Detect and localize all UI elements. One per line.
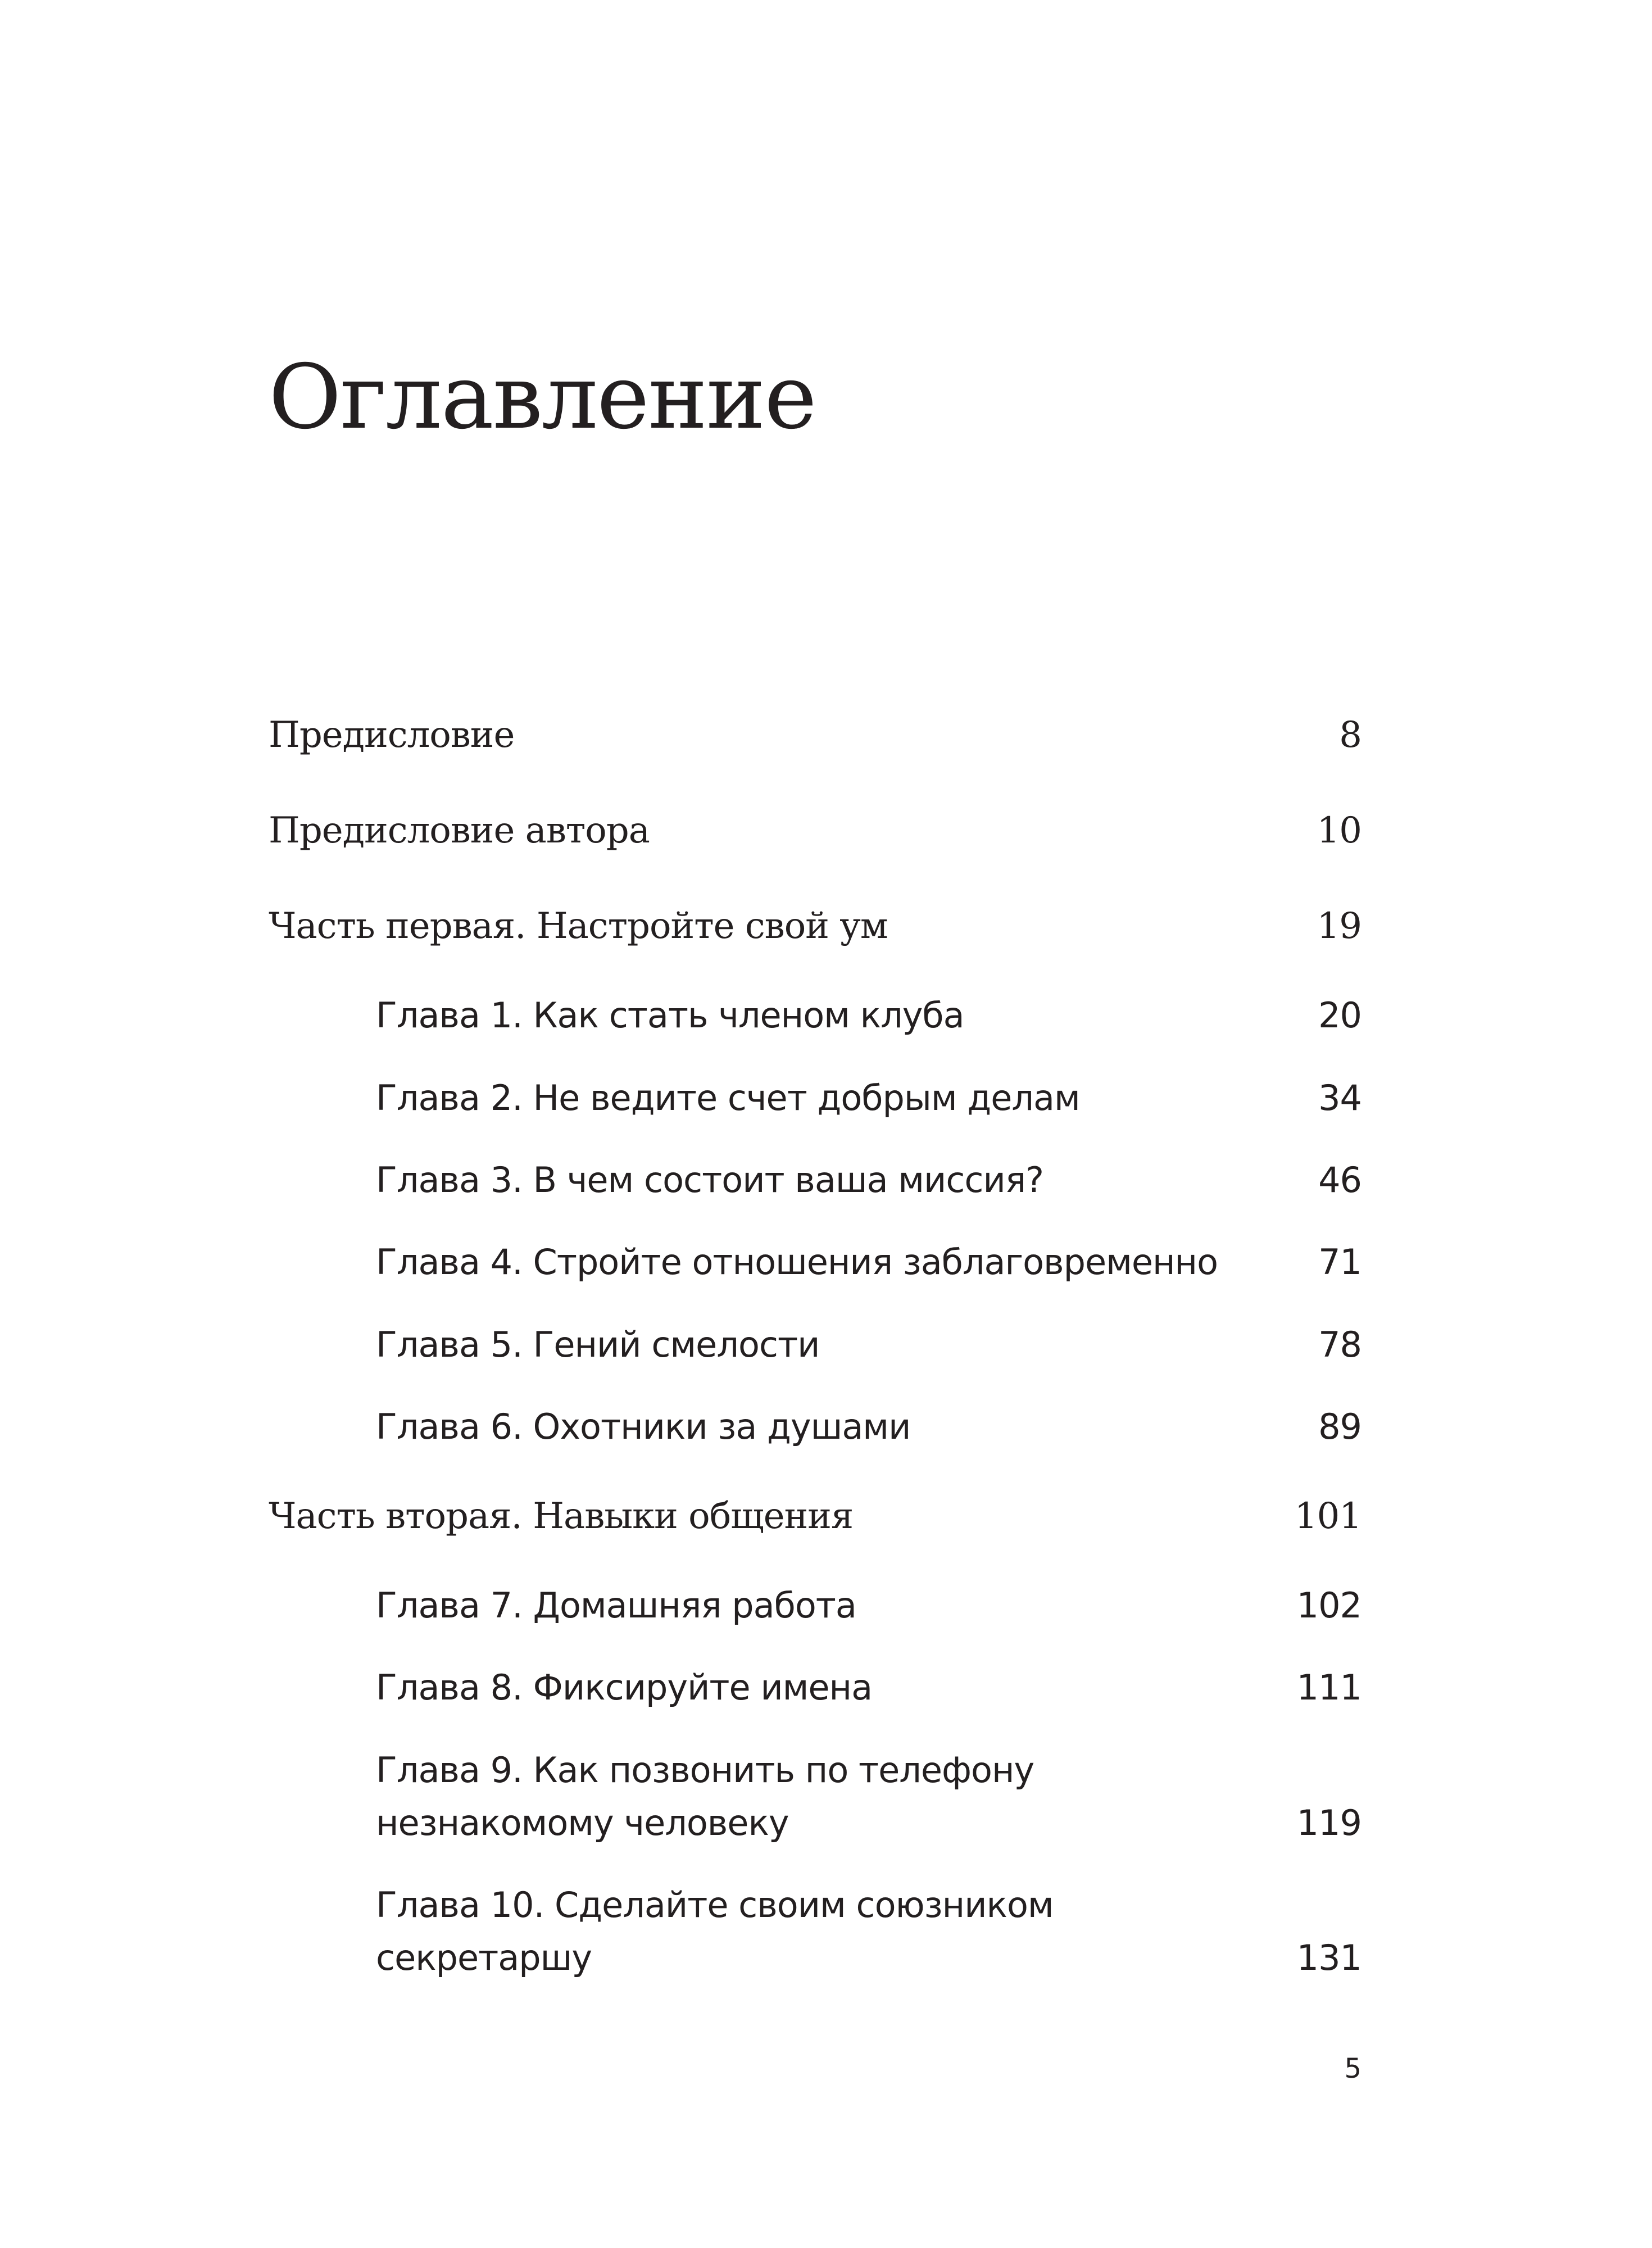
table-of-contents [269, 0, 1361, 2248]
toc-entry-label-line: секретаршу [376, 1937, 592, 1978]
toc-entry-page: 10 [1317, 810, 1361, 851]
toc-entry-page: 19 [1317, 905, 1361, 947]
toc-entry-label: Глава 7. Домашняя работа [376, 1585, 856, 1626]
page-number: 5 [1344, 2053, 1361, 2084]
toc-entry-page: 89 [1318, 1406, 1361, 1447]
toc-entry-label: Часть вторая. Навыки общения [269, 1495, 854, 1537]
toc-entry-page: 101 [1294, 1495, 1361, 1537]
toc-entry-label [376, 1879, 1054, 1984]
toc-entry-label: Глава 1. Как стать членом клуба [376, 995, 964, 1036]
toc-entry-page: 131 [1296, 1937, 1361, 1978]
toc-entry-label: Глава 8. Фиксируйте имена [376, 1667, 873, 1708]
toc-entry-label-line: незнакомому человеку [376, 1802, 789, 1843]
toc-entry-label [376, 1744, 1034, 1850]
toc-entry-label: Предисловие [269, 714, 515, 756]
toc-entry-label: Глава 3. В чем состоит ваша миссия? [376, 1159, 1044, 1200]
toc-entry-label-line: Глава 10. Сделайте своим союзником [376, 1884, 1054, 1925]
toc-entry-page: 119 [1296, 1802, 1361, 1843]
toc-entry-label: Глава 2. Не ведите счет добрым делам [376, 1077, 1080, 1118]
toc-entry-page: 111 [1296, 1667, 1361, 1708]
toc-entry-label: Глава 6. Охотники за душами [376, 1406, 911, 1447]
toc-entry-label-line: Глава 9. Как позвонить по телефону [376, 1750, 1034, 1791]
toc-entry-page: 20 [1318, 995, 1361, 1036]
toc-entry-label: Часть первая. Настройте свой ум [269, 905, 888, 947]
page-title: Оглавление [269, 346, 816, 449]
toc-entry-page: 78 [1318, 1324, 1361, 1365]
toc-entry-label: Глава 4. Стройте отношения заблаговременно [376, 1241, 1218, 1282]
toc-entry-page: 46 [1318, 1159, 1361, 1200]
toc-entry-label: Глава 5. Гений смелости [376, 1324, 820, 1365]
toc-entry-page: 71 [1318, 1241, 1361, 1282]
toc-entry-label: Предисловие автора [269, 810, 650, 851]
toc-entry-page: 102 [1296, 1585, 1361, 1626]
toc-entry-page: 34 [1318, 1077, 1361, 1118]
toc-entry-page: 8 [1339, 714, 1361, 756]
